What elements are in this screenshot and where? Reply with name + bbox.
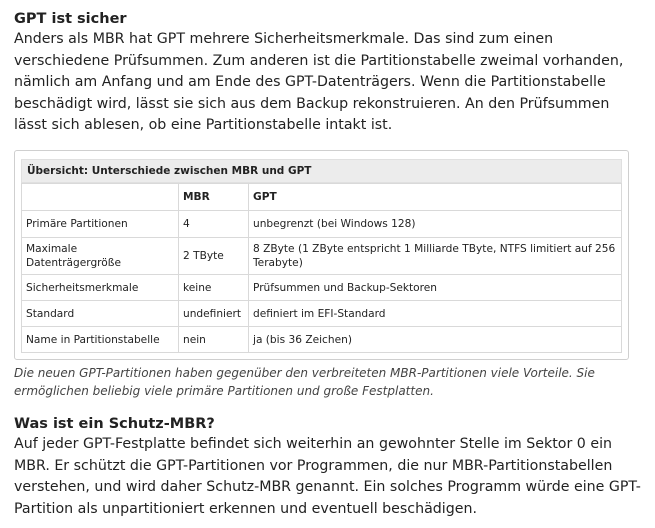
gpt-value: ja (bis 36 Zeichen)	[249, 327, 622, 353]
row-label: Maximale Datenträgergröße	[22, 238, 179, 275]
row-label: Primäre Partitionen	[22, 211, 179, 238]
section-heading: Was ist ein Schutz-MBR?	[14, 416, 215, 432]
section-gpt-sicher	[14, 9, 642, 137]
table-header-row	[22, 184, 622, 211]
comparison-table-box	[14, 150, 629, 360]
mbr-value: 4	[179, 211, 249, 238]
table-row	[22, 275, 622, 301]
gpt-value: definiert im EFI-Standard	[249, 301, 622, 327]
header-cell-gpt: GPT	[249, 184, 622, 211]
section-heading: GPT ist sicher	[14, 11, 127, 27]
mbr-value: keine	[179, 275, 249, 301]
gpt-value: 8 ZByte (1 ZByte entspricht 1 Milliarde TByte, NTFS limitiert auf 256 Terabyte)	[249, 238, 622, 275]
mbr-value: nein	[179, 327, 249, 353]
section-paragraph: Auf jeder GPT-Festplatte befindet sich weiterhin an gewohnter Stelle im Sektor 0 ein MBR. Er schützt die GPT-Partitionen vor Programmen, die nur MBR-Partitionstabellen verstehen, und wird daher Schutz-MBR genannt. Ein solches Programm würde eine GPT-Partition als unpartitioniert erkennen und eventuell beschädigen.	[14, 436, 641, 517]
section-schutz-mbr	[14, 414, 642, 520]
table-row	[22, 327, 622, 353]
figure-caption: Die neuen GPT-Partitionen haben gegenüber den verbreiteten MBR-Partitionen viele Vorteile. Sie ermöglichen beliebig viele primäre Partitionen und große Festplatten.	[14, 366, 595, 398]
table-row	[22, 211, 622, 238]
row-label: Sicherheitsmerkmale	[22, 275, 179, 301]
mbr-value: undefiniert	[179, 301, 249, 327]
row-label: Name in Partitionstabelle	[22, 327, 179, 353]
gpt-value: Prüfsummen und Backup-Sektoren	[249, 275, 622, 301]
table-row	[22, 238, 622, 275]
header-cell-mbr: MBR	[179, 184, 249, 211]
row-label: Standard	[22, 301, 179, 327]
comparison-table	[21, 183, 622, 353]
table-row	[22, 301, 622, 327]
header-cell-empty	[22, 184, 179, 211]
gpt-value: unbegrenzt (bei Windows 128)	[249, 211, 622, 238]
section-paragraph: Anders als MBR hat GPT mehrere Sicherheitsmerkmale. Das sind zum einen verschiedene Prüfsummen. Zum anderen ist die Partitionstabelle zweimal vorhanden, nämlich am Anfang und am Ende des GPT-Datenträgers. Wenn die Partitionstabelle beschädigt wird, lässt sie sich aus dem Backup rekonstruieren. An den Prüfsummen lässt sich ablesen, ob eine Partitionstabelle intakt ist.	[14, 31, 624, 133]
mbr-value: 2 TByte	[179, 238, 249, 275]
table-caption: Übersicht: Unterschiede zwischen MBR und GPT	[21, 159, 622, 183]
